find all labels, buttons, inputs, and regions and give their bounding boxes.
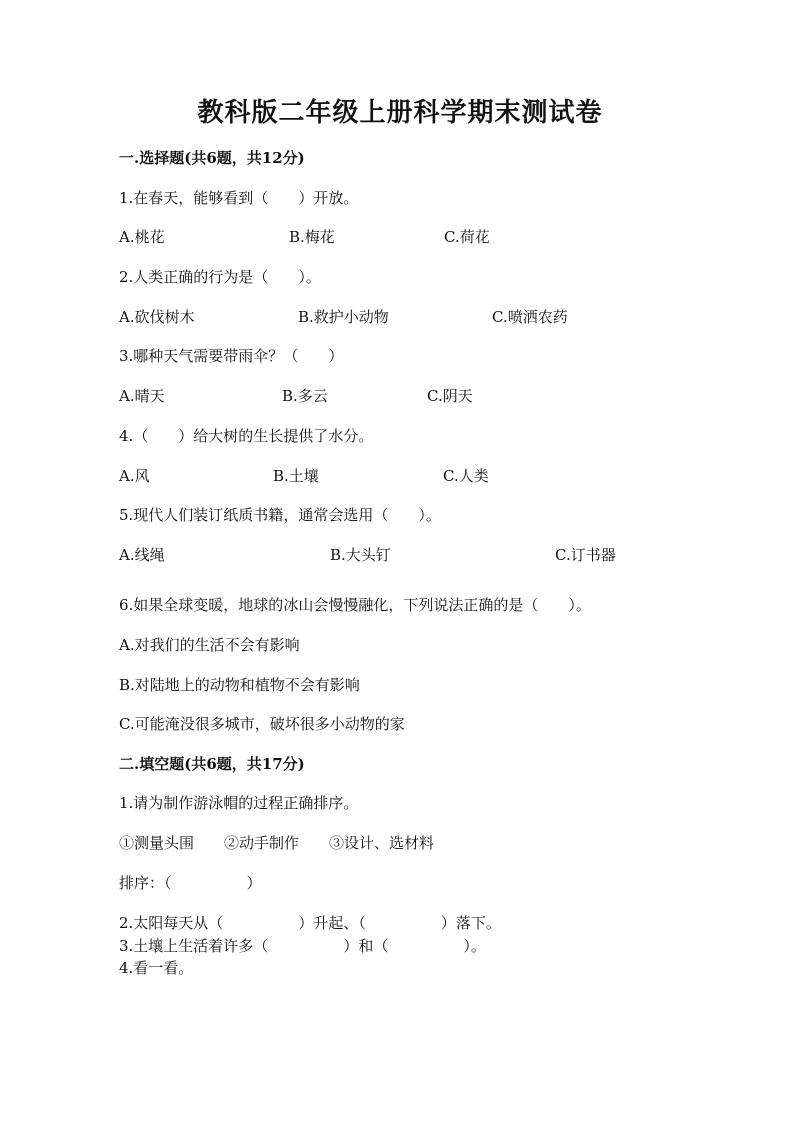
question-5-option-a: A.线绳 — [119, 546, 165, 564]
question-1-option-a: A.桃花 — [119, 228, 165, 246]
question-5-option-b: B.大头钉 — [330, 546, 391, 564]
question-4-stem: 4.（ ）给大树的生长提供了水分。 — [119, 427, 374, 445]
fill-question-3: 3.土壤上生活着许多（ ）和（ ）。 — [119, 937, 486, 955]
question-6-option-c: C.可能淹没很多城市，破坏很多小动物的家 — [119, 715, 405, 733]
fill-question-1-stem: 1.请为制作游泳帽的过程正确排序。 — [119, 794, 359, 812]
question-1-option-b: B.梅花 — [289, 228, 335, 246]
fill-question-2: 2.太阳每天从（ ）升起、（ ）落下。 — [119, 914, 501, 932]
question-4-option-c: C.人类 — [443, 467, 489, 485]
question-6-stem: 6.如果全球变暖，地球的冰山会慢慢融化，下列说法正确的是（ ）。 — [119, 596, 591, 614]
question-3-option-a: A.晴天 — [119, 387, 165, 405]
fill-question-1-steps: ①测量头围 ②动手制作 ③设计、选材料 — [119, 834, 435, 852]
question-1-stem: 1.在春天，能够看到（ ）开放。 — [119, 189, 359, 207]
question-4-option-b: B.土壤 — [273, 467, 319, 485]
question-4-option-a: A.风 — [119, 467, 150, 485]
question-3-stem: 3.哪种天气需要带雨伞？（ ） — [119, 347, 344, 365]
section2-heading: 二.填空题(共6题，共17分) — [119, 755, 305, 773]
question-5-stem: 5.现代人们装订纸质书籍，通常会选用（ ）。 — [119, 506, 441, 524]
question-3-option-b: B.多云 — [282, 387, 328, 405]
question-3-option-c: C.阴天 — [427, 387, 473, 405]
question-2-option-a: A.砍伐树木 — [119, 308, 195, 326]
section1-heading: 一.选择题(共6题，共12分) — [119, 149, 305, 167]
question-6-option-b: B.对陆地上的动物和植物不会有影响 — [119, 676, 360, 694]
question-2-stem: 2.人类正确的行为是（ ）。 — [119, 268, 321, 286]
question-2-option-c: C.喷洒农药 — [492, 308, 568, 326]
question-5-option-c: C.订书器 — [555, 546, 616, 564]
page-title: 教科版二年级上册科学期末测试卷 — [197, 98, 603, 128]
fill-question-4: 4.看一看。 — [119, 959, 194, 977]
question-2-option-b: B.救护小动物 — [298, 308, 389, 326]
question-1-option-c: C.荷花 — [444, 228, 490, 246]
question-6-option-a: A.对我们的生活不会有影响 — [119, 636, 300, 654]
fill-question-1-answer: 排序：（ ） — [119, 874, 262, 892]
